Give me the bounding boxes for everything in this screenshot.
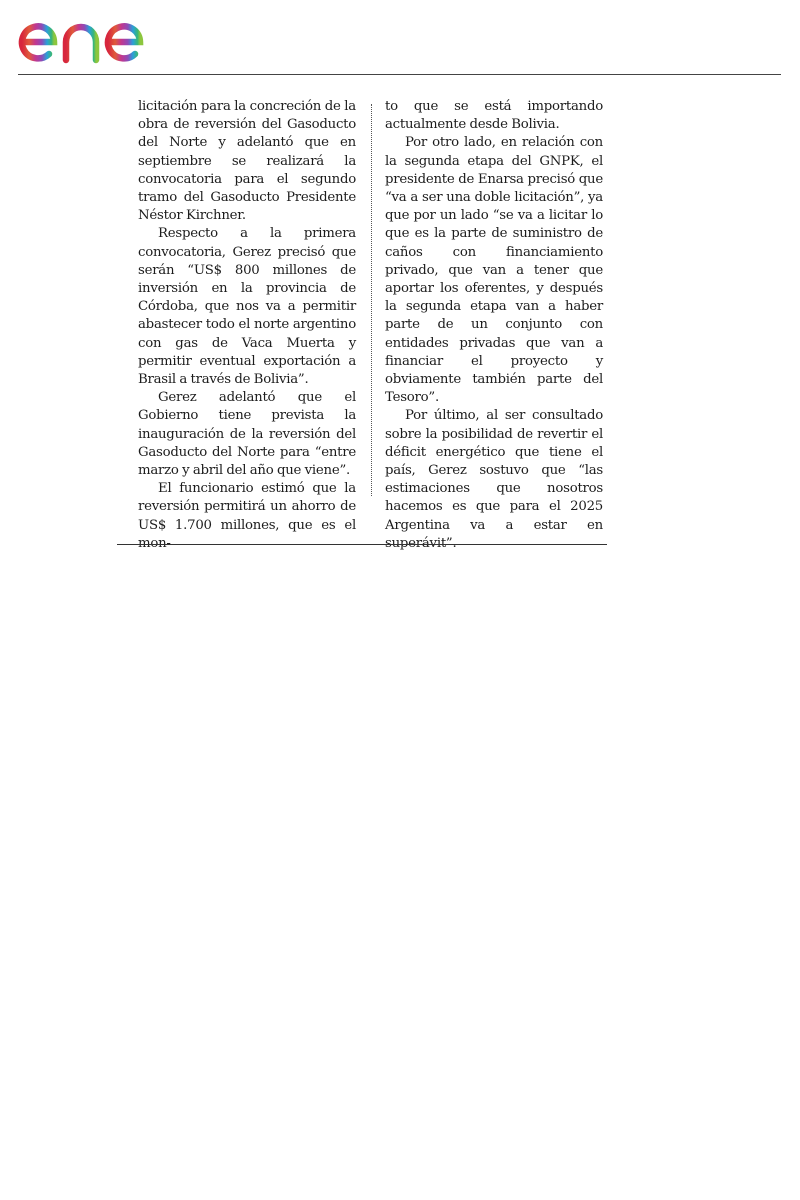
article-end-divider xyxy=(117,544,607,545)
paragraph: Por último, al ser consultado sobre la posibilidad de revertir el déficit energético que tiene el país, Gerez sostuvo que “las estimaciones que nosotros hacemos es que para el 2025 Argentina va a estar en superávit”. xyxy=(385,408,603,551)
paragraph: Por otro lado, en relación con la segunda etapa del GNPK, el presidente de Enarsa precisó que “va a ser una doble licitación”, ya que por un lado “se va a licitar lo que es la parte de suministro de caños con financiamiento privado, que van a tener que aportar los oferentes, y después la segunda etapa van a haber parte de un conjunto con entidades privadas que van a financiar el proyecto y obviamente también parte del Tesoro”. xyxy=(385,135,603,406)
paragraph: licitación para la concreción de la obra de reversión del Gasoducto del Norte y adelantó que en septiembre se realizará la convocatoria para el segundo tramo del Gasoducto Presidente Néstor Kirchner. xyxy=(138,99,356,224)
paragraph: El funcionario estimó que la reversión permitirá un ahorro de US$ 1.700 millones, que es el mon- xyxy=(138,481,356,551)
header-divider xyxy=(18,74,781,75)
enel-logo-graphic xyxy=(16,4,182,68)
enel-logo xyxy=(16,4,182,68)
page-header xyxy=(0,0,800,80)
column-divider xyxy=(371,104,372,496)
paragraph: Respecto a la primera convocatoria, Gerez precisó que serán “US$ 800 millones de inversión en la provincia de Córdoba, que nos va a permitir abastecer todo el norte argentino con gas de Vaca Muerta y permitir eventual exportación a Brasil a través de Bolivia”. xyxy=(138,226,356,388)
article-body xyxy=(138,98,608,551)
paragraph: Gerez adelantó que el Gobierno tiene prevista la inauguración de la reversión del Gasoducto del Norte para “entre marzo y abril del año que viene”. xyxy=(138,390,356,479)
article-column-left xyxy=(138,98,356,553)
article-column-right xyxy=(385,98,603,553)
paragraph: to que se está importando actualmente desde Bolivia. xyxy=(385,99,603,133)
